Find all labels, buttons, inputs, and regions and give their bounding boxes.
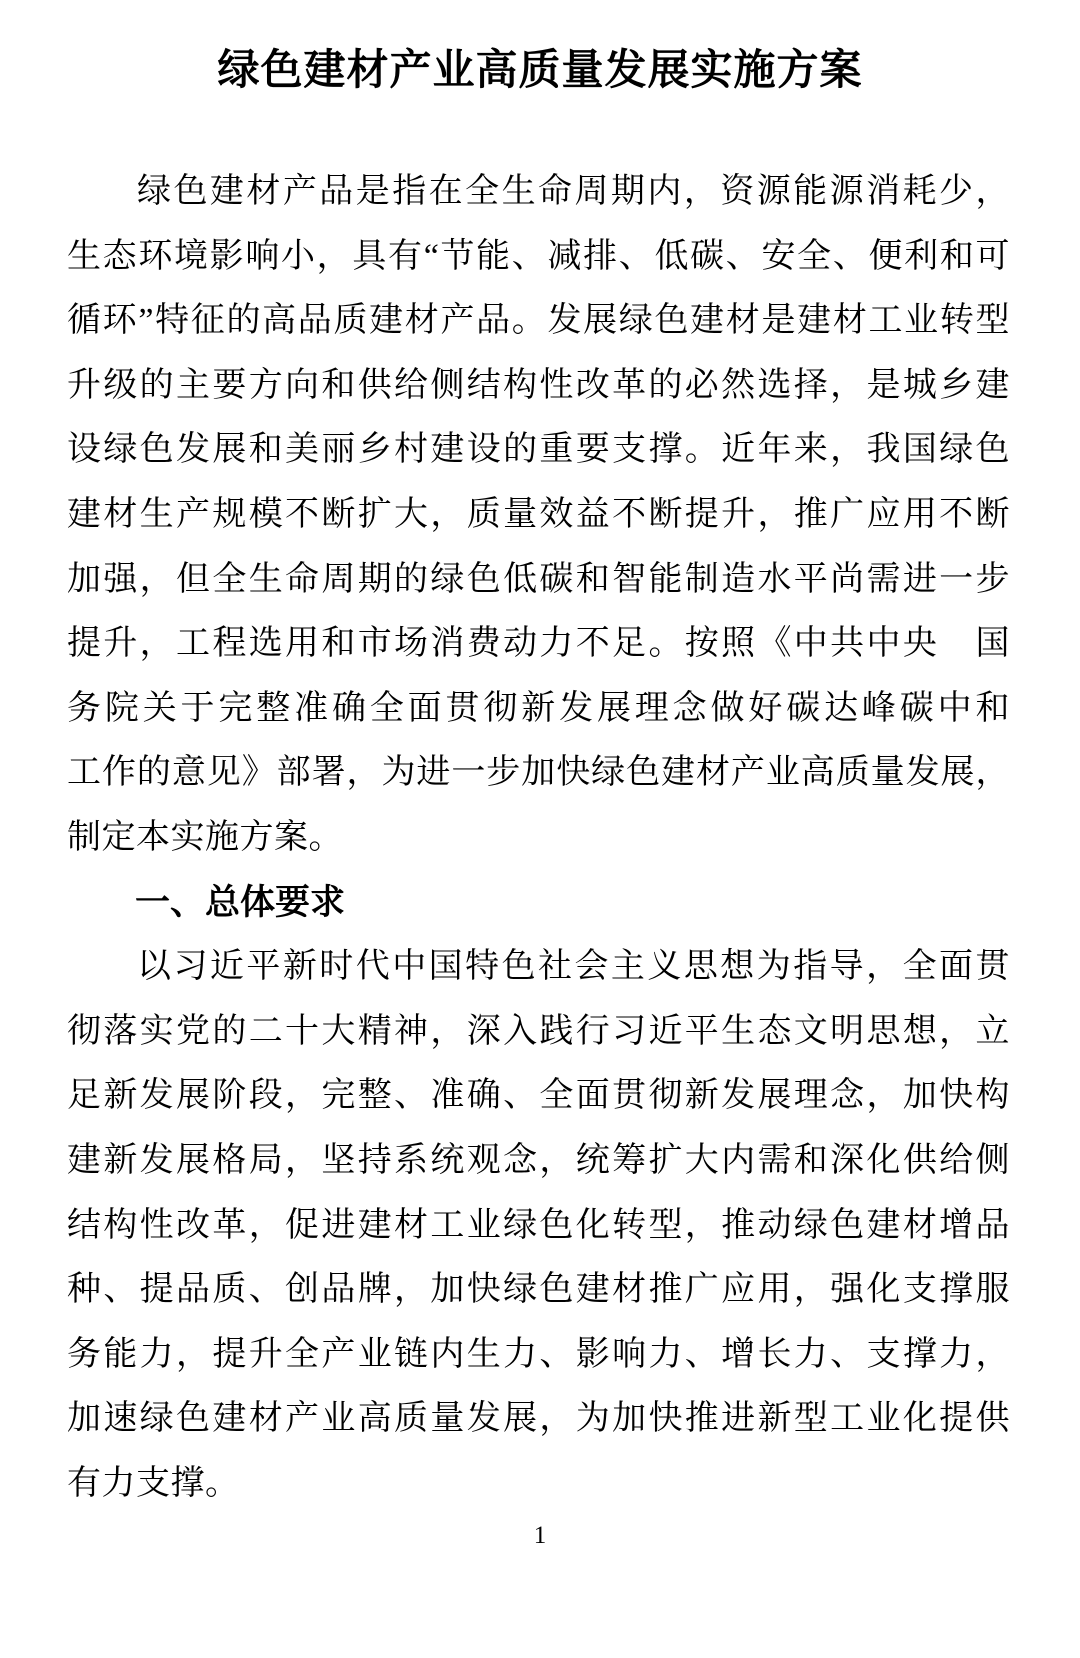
document-title: 绿色建材产业高质量发展实施方案	[217, 48, 863, 94]
text-line: 制定本实施方案。	[67, 818, 343, 856]
text-line: 加强，但全生命周期的绿色低碳和智能制造水平尚需进一步	[67, 560, 1010, 598]
text-line: 建新发展格局，坚持系统观念，统筹扩大内需和深化供给侧	[67, 1141, 1010, 1179]
text-line: 有力支撑。	[67, 1464, 240, 1502]
overview-paragraph	[67, 935, 1010, 1516]
document-body	[67, 160, 1010, 1516]
text-line: 循环”特征的高品质建材产品。发展绿色建材是建材工业转型	[67, 302, 1010, 340]
section-heading: 一、总体要求	[135, 882, 346, 922]
text-line: 提升，工程选用和市场消费动力不足。按照《中共中央 国	[67, 625, 1010, 663]
text-line: 务院关于完整准确全面贯彻新发展理念做好碳达峰碳中和	[67, 689, 1010, 727]
text-line: 彻落实党的二十大精神，深入践行习近平生态文明思想，立	[67, 1012, 1010, 1050]
text-line: 足新发展阶段，完整、准确、全面贯彻新发展理念，加快构	[67, 1077, 1010, 1115]
text-line: 绿色建材产品是指在全生命周期内，资源能源消耗少，	[137, 173, 1010, 210]
text-line: 以习近平新时代中国特色社会主义思想为指导，全面贯	[137, 948, 1010, 986]
text-line: 务能力，提升全产业链内生力、影响力、增长力、支撑力，	[67, 1335, 1010, 1373]
text-line: 升级的主要方向和供给侧结构性改革的必然选择，是城乡建	[67, 366, 1010, 404]
text-line: 种、提品质、创品牌，加快绿色建材推广应用，强化支撑服	[67, 1271, 1010, 1309]
text-line: 设绿色发展和美丽乡村建设的重要支撑。近年来，我国绿色	[67, 431, 1010, 469]
text-line: 加速绿色建材产业高质量发展，为加快推进新型工业化提供	[67, 1400, 1010, 1438]
text-line: 生态环境影响小，具有“节能、减排、低碳、安全、便利和可	[67, 237, 1010, 275]
text-line: 结构性改革，促进建材工业绿色化转型，推动绿色建材增品	[67, 1206, 1010, 1244]
text-line: 工作的意见》部署，为进一步加快绿色建材产业高质量发展，	[67, 754, 1010, 792]
page-number: 1	[533, 1522, 547, 1549]
intro-paragraph	[67, 160, 1010, 871]
text-line: 建材生产规模不断扩大，质量效益不断提升，推广应用不断	[67, 495, 1010, 533]
